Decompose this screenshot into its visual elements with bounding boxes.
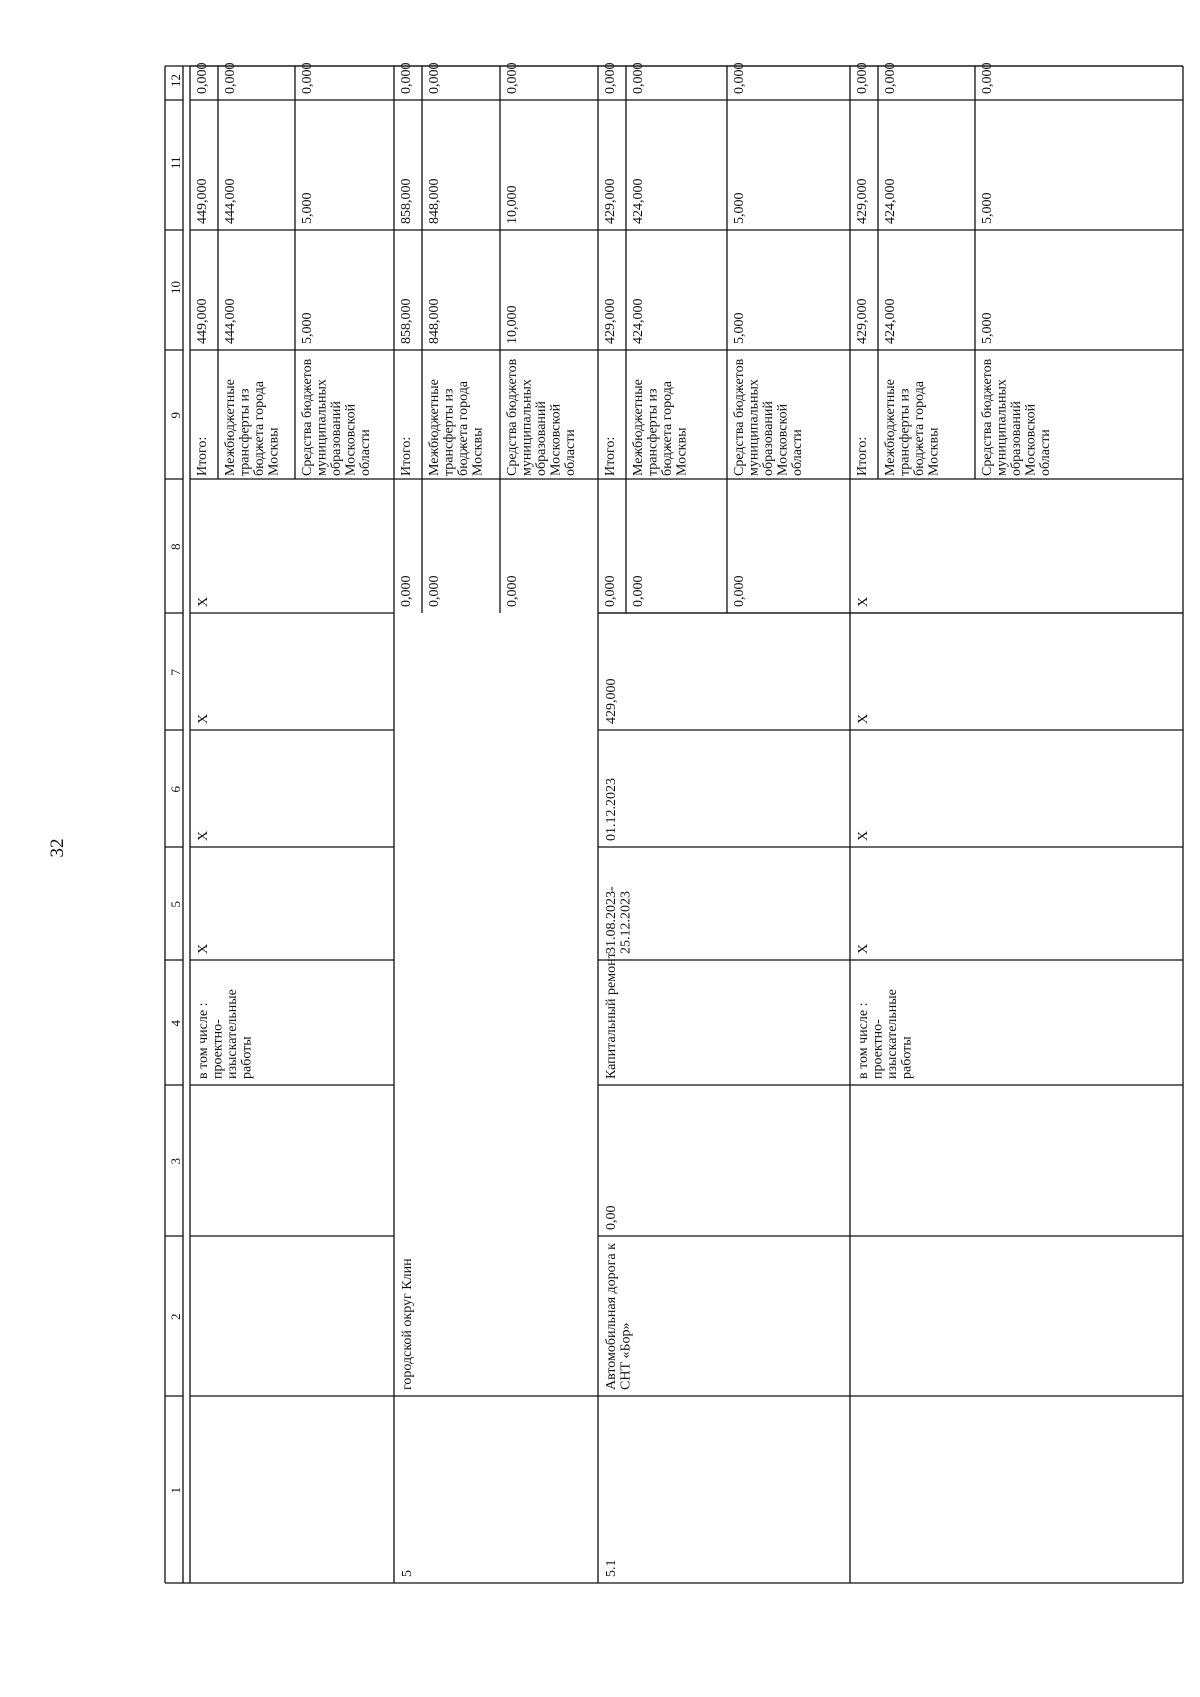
block-3-row-2-col10: 424,000	[631, 298, 646, 344]
column-header-2: 2	[168, 1313, 183, 1320]
block-3-row-3-col8: 0,000	[732, 575, 747, 607]
block-3-row-1-col9: Итого:	[603, 436, 618, 476]
block-3-col4: Капитальный ремонт	[604, 952, 619, 1079]
block-4-row-3-col10: 5,000	[980, 312, 995, 344]
block-1-col6: X	[196, 830, 211, 841]
block-1-col7: X	[196, 713, 211, 724]
block-1-col8: X	[196, 596, 211, 607]
block-3-row-2-col8: 0,000	[631, 575, 646, 607]
block-4-row-1-col12: 0,000	[855, 62, 870, 94]
block-2-row-2-col12: 0,000	[427, 62, 442, 94]
column-header-7: 7	[168, 669, 183, 676]
block-2-row-3-col8: 0,000	[505, 575, 520, 607]
block-2-row-1-col10: 858,000	[399, 298, 414, 344]
block-4-row-3-col11: 5,000	[980, 192, 995, 224]
column-header-6: 6	[168, 786, 183, 793]
page-number: 32	[47, 838, 68, 858]
block-1-row-2-col9: Межбюджетныетрансферты избюджета городаМосквы	[223, 379, 282, 476]
block-1-row-3-col10: 5,000	[300, 312, 315, 344]
block-4-row-1-col11: 429,000	[855, 178, 870, 224]
block-1-row-2-col11: 444,000	[223, 178, 238, 224]
block-3-row-1-col11: 429,000	[603, 178, 618, 224]
block-2-row-1-col12: 0,000	[399, 62, 414, 94]
block-2-row-2-col9: Межбюджетныетрансферты избюджета городаМосквы	[427, 379, 486, 476]
block-3-row-1-col12: 0,000	[603, 62, 618, 94]
block-1-row-2-col12: 0,000	[223, 62, 238, 94]
block-3-col2: Автомобильная дорога кСНТ «Бор»	[604, 1243, 634, 1390]
block-2-row-2-col10: 848,000	[427, 298, 442, 344]
column-header-12: 12	[168, 74, 183, 87]
column-header-3: 3	[168, 1158, 183, 1165]
block-2-row-3-col10: 10,000	[505, 305, 520, 344]
block-3-row-2-col11: 424,000	[631, 178, 646, 224]
block-3-row-2-col12: 0,000	[631, 62, 646, 94]
block-1-row-3-col9: Средства бюджетовмуниципальныхобразованийМосковскойобласти	[300, 358, 373, 476]
block-4-row-2-col11: 424,000	[883, 178, 898, 224]
block-3-row-1-col10: 429,000	[603, 298, 618, 344]
block-2-row-1-col9: Итого:	[399, 436, 414, 476]
column-header-10: 10	[168, 281, 183, 294]
block-4-row-3-col12: 0,000	[980, 62, 995, 94]
block-3-col6: 01.12.2023	[604, 778, 619, 841]
block-4-row-1-col10: 429,000	[855, 298, 870, 344]
block-2-row-2-col8: 0,000	[427, 575, 442, 607]
block-2-row-1-col8: 0,000	[399, 575, 414, 607]
block-3-row-3-col12: 0,000	[732, 62, 747, 94]
block-3-row-3-col10: 5,000	[732, 312, 747, 344]
block-4-col6: X	[856, 830, 871, 841]
block-1-row-3-col11: 5,000	[300, 192, 315, 224]
block-1-row-2-col10: 444,000	[223, 298, 238, 344]
block-4-row-2-col10: 424,000	[883, 298, 898, 344]
block-2-row-2-col11: 848,000	[427, 178, 442, 224]
block-2-row-3-col12: 0,000	[505, 62, 520, 94]
block-3-col3: 0,00	[604, 1205, 619, 1230]
block-1-row-1-col10: 449,000	[195, 298, 210, 344]
column-header-1: 1	[168, 1487, 183, 1494]
block-2-row-3-col9: Средства бюджетовмуниципальныхобразованийМосковскойобласти	[505, 358, 578, 476]
block-4-row-1-col9: Итого:	[855, 436, 870, 476]
block-1-row-1-col11: 449,000	[195, 178, 210, 224]
block-3-row-2-col9: Межбюджетныетрансферты избюджета городаМосквы	[631, 379, 690, 476]
block-2-col1: 5	[400, 1570, 415, 1577]
block-3-col1: 5.1	[604, 1559, 619, 1577]
block-4-col4: в том числе :проектно-изыскательныеработы	[856, 989, 915, 1079]
block-3-row-3-col9: Средства бюджетовмуниципальныхобразованийМосковскойобласти	[732, 358, 805, 476]
block-4-col5: X	[856, 943, 871, 954]
block-2-row-1-col11: 858,000	[399, 178, 414, 224]
block-4-col8: X	[856, 596, 871, 607]
column-header-11: 11	[168, 156, 183, 169]
block-4-row-2-col9: Межбюджетныетрансферты избюджета городаМосквы	[883, 379, 942, 476]
block-2-row-3-col11: 10,000	[505, 185, 520, 224]
block-1-col5: X	[196, 943, 211, 954]
block-4-row-2-col12: 0,000	[883, 62, 898, 94]
column-header-9: 9	[168, 412, 183, 419]
block-2-col2: городской округ Клин	[400, 1258, 415, 1390]
block-3-col7: 429,000	[604, 678, 619, 724]
block-1-col4: в том числе :проектно-изыскательныеработы	[196, 989, 255, 1079]
block-4-col7: X	[856, 713, 871, 724]
block-1-row-1-col12: 0,000	[195, 62, 210, 94]
column-header-5: 5	[168, 901, 183, 908]
block-3-row-3-col11: 5,000	[732, 192, 747, 224]
column-header-8: 8	[168, 543, 183, 550]
column-header-4: 4	[168, 1020, 183, 1027]
block-3-row-1-col8: 0,000	[603, 575, 618, 607]
block-3-col5: 31.08.2023-25.12.2023	[604, 886, 634, 954]
block-4-row-3-col9: Средства бюджетовмуниципальныхобразованийМосковскойобласти	[980, 358, 1053, 476]
block-1-row-1-col9: Итого:	[195, 436, 210, 476]
block-1-row-3-col12: 0,000	[300, 62, 315, 94]
